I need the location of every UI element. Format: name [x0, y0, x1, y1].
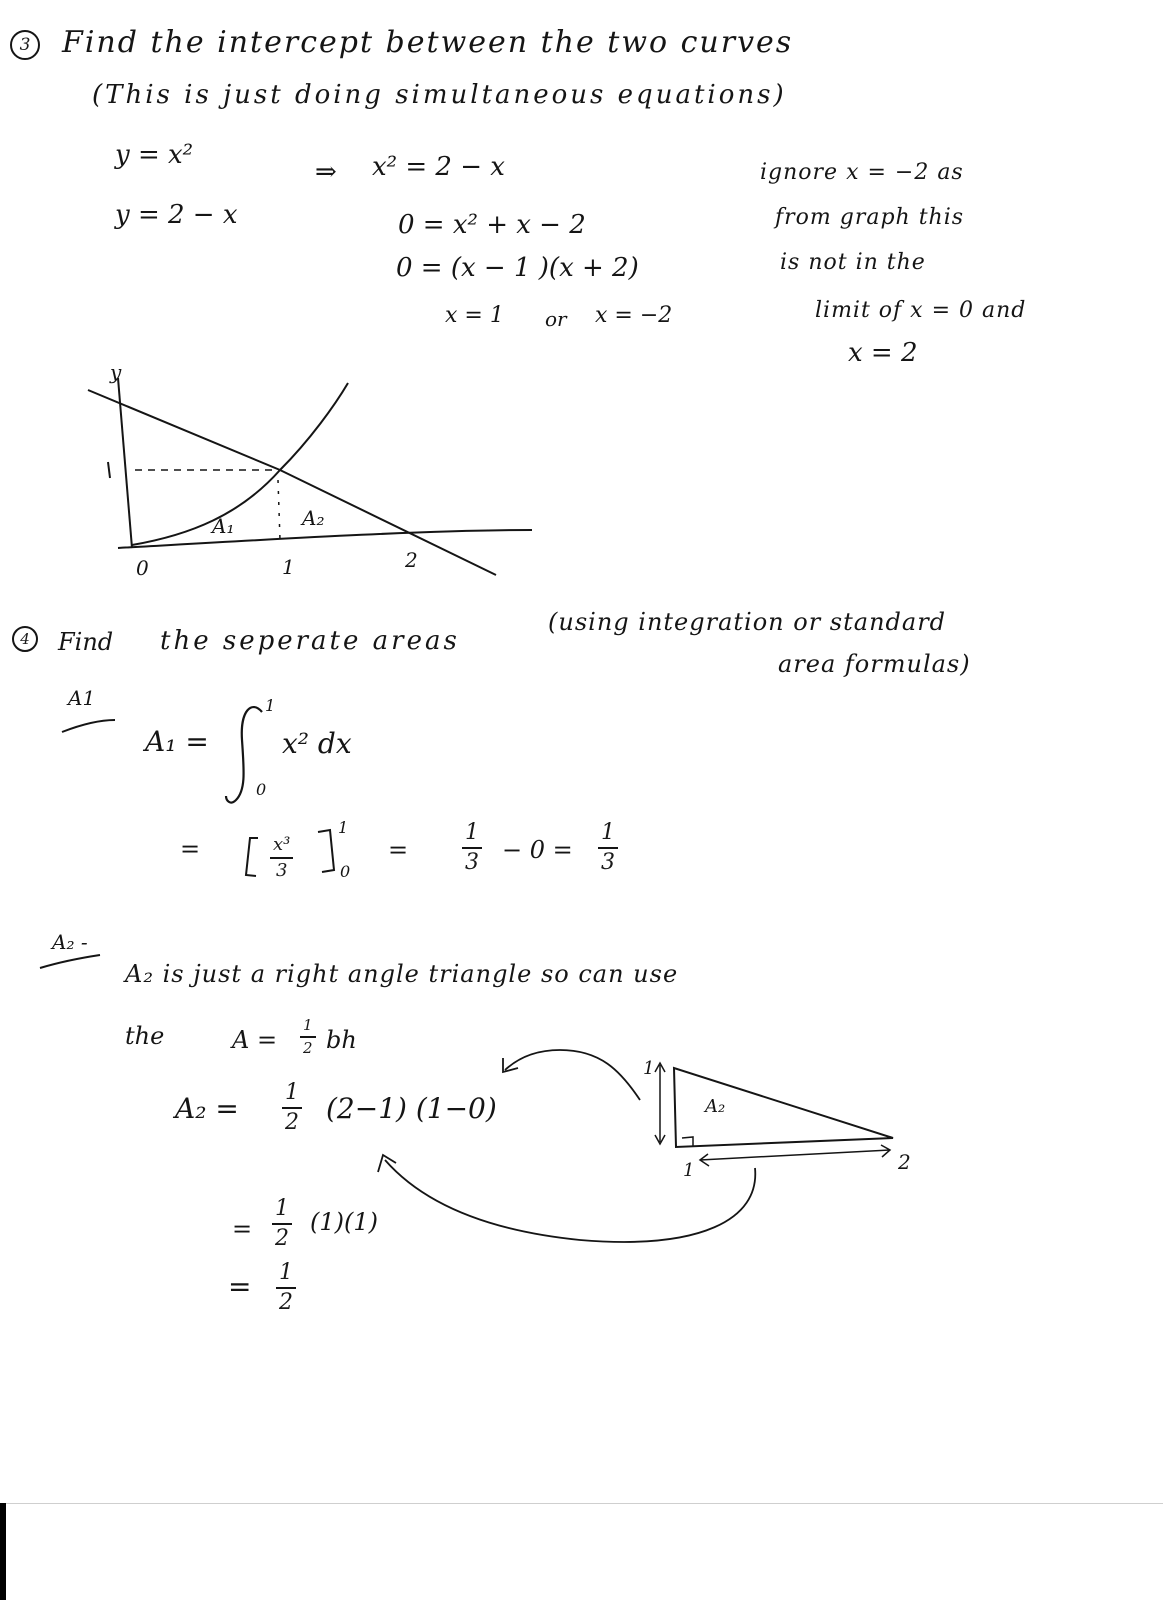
integrand: x² dx — [282, 727, 352, 760]
result-numerator: 1 — [601, 820, 615, 845]
origin-label: 0 — [136, 556, 149, 580]
note-ignore-line1: ignore x = −2 as — [760, 160, 964, 185]
region-label-a2: A₂ — [302, 506, 325, 530]
a2-description-line1: A₂ is just a right angle triangle so can use — [125, 960, 679, 988]
step-factorised: 0 = (x − 1 )(x + 2) — [396, 253, 639, 283]
evaluation-equals: = — [180, 835, 201, 863]
heading-find-intercept: Find the intercept between the two curves — [62, 25, 794, 60]
a1-subheading: A1 — [68, 686, 96, 710]
a2-step2-equals: = — [232, 1215, 253, 1243]
a2-step2-half-denominator: 2 — [275, 1226, 289, 1251]
minus-zero-equals: − 0 = — [502, 836, 573, 864]
eval-upper-limit: 1 — [338, 818, 349, 837]
note-ignore-line2: from graph this — [775, 205, 965, 230]
integral-lower-limit: 0 — [256, 780, 267, 799]
triangle-region-label: A₂ — [705, 1096, 726, 1117]
right-angle-mark — [682, 1137, 693, 1146]
a2-step2-half-numerator: 1 — [275, 1196, 289, 1221]
integral-upper-limit: 1 — [265, 696, 276, 715]
a2-step2-rhs: (1)(1) — [310, 1208, 378, 1236]
heading-find-word: Find — [58, 628, 114, 656]
antiderivative-numerator: x³ — [273, 834, 291, 855]
a2-subheading: A₂ - — [52, 930, 88, 954]
equation-y-equals-2-minus-x: y = 2 − x — [115, 200, 238, 230]
root-x-equals-minus-2: x = −2 — [595, 303, 673, 328]
a2-calc-rhs: (2−1) (1−0) — [326, 1092, 497, 1125]
equation-y-equals-x-squared: y = x² — [115, 140, 194, 170]
formula-half-denominator: 2 — [303, 1039, 313, 1057]
antiderivative-denominator: 3 — [275, 860, 288, 881]
a1-lhs: A₁ = — [145, 725, 209, 758]
a2-description-the: the — [125, 1022, 165, 1050]
arrow-base-to-formula — [385, 1160, 755, 1242]
one-third-a-numerator: 1 — [465, 820, 479, 845]
triangle-height-label: 1 — [643, 1058, 655, 1079]
or-word: or — [545, 307, 567, 331]
note-ignore-line5: x = 2 — [848, 338, 918, 368]
triangle-base-start-label: 1 — [683, 1160, 695, 1181]
a2-calc-half-denominator: 2 — [285, 1110, 299, 1135]
question-number-3: 3 — [10, 30, 40, 60]
eval-lower-limit: 0 — [340, 862, 351, 881]
note-ignore-line3: is not in the — [780, 250, 926, 275]
step-quadratic: 0 = x² + x − 2 — [398, 210, 586, 240]
result-denominator: 3 — [601, 850, 615, 875]
triangle-area-formula-lhs: A = — [232, 1026, 278, 1054]
one-third-a-denominator: 3 — [465, 850, 479, 875]
triangle-area-formula-rhs: bh — [326, 1026, 357, 1054]
base-arrow — [700, 1150, 890, 1160]
implies-arrow: ⇒ — [315, 157, 337, 187]
region-label-a1: A₁ — [212, 514, 235, 538]
a2-step3-equals: = — [228, 1270, 252, 1303]
step-substitution: x² = 2 − x — [372, 152, 505, 182]
root-x-equals-1: x = 1 — [445, 303, 504, 328]
triangle-base-end-label: 2 — [898, 1150, 911, 1174]
x-tick-label-1: 1 — [282, 555, 295, 579]
eval-equals-2: = — [388, 836, 409, 864]
note-ignore-line4: limit of x = 0 and — [815, 298, 1027, 323]
arrow-height-to-formula — [505, 1050, 640, 1100]
a2-final-half-denominator: 2 — [279, 1290, 293, 1315]
scan-page-edge — [0, 1503, 1163, 1504]
y-axis-label: y — [110, 360, 122, 384]
formula-half-numerator: 1 — [303, 1016, 313, 1034]
note-area-formulas: area formulas) — [778, 650, 971, 678]
x-tick-label-2: 2 — [405, 548, 418, 572]
scan-dark-edge — [0, 1503, 6, 1600]
a2-calc-lhs: A₂ = — [175, 1092, 239, 1125]
question-number-4: 4 — [12, 626, 38, 652]
subheading-simultaneous: (This is just doing simultaneous equations) — [92, 80, 787, 110]
heading-separate-areas: the seperate areas — [160, 626, 460, 656]
a2-final-half-numerator: 1 — [279, 1260, 293, 1285]
a2-calc-half-numerator: 1 — [285, 1080, 299, 1105]
note-using-integration: (using integration or standard — [548, 608, 947, 636]
